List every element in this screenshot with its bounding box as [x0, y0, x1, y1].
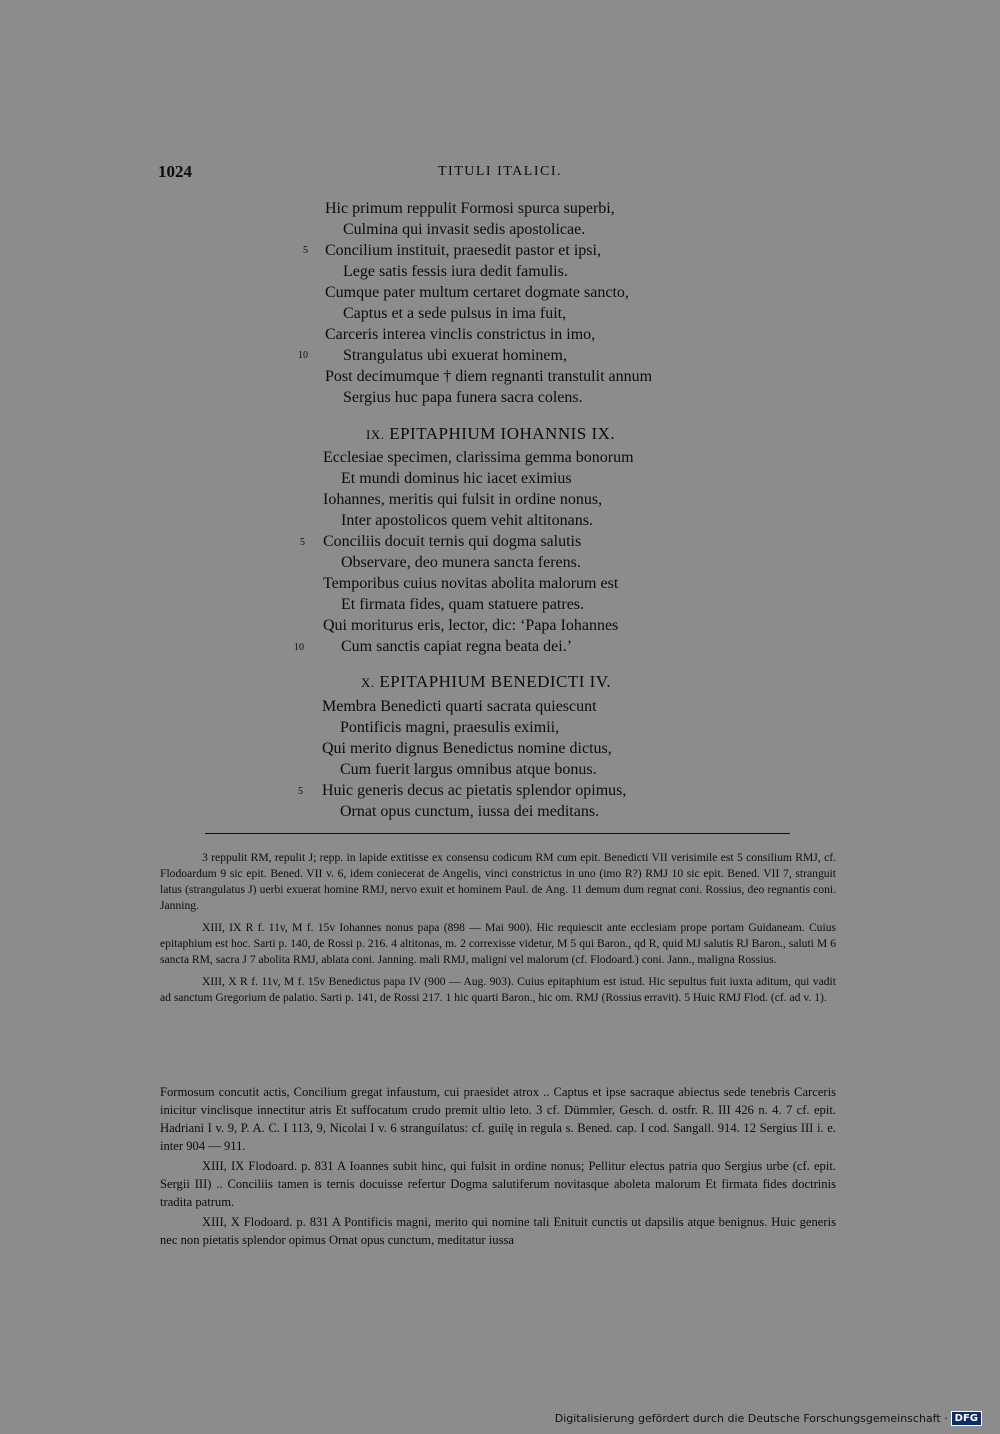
verse-line: Culmina qui invasit sedis apostolicae.	[343, 221, 586, 238]
line-number: 5	[303, 245, 308, 256]
poem-title	[366, 424, 615, 444]
poem-numeral: X.	[361, 675, 375, 690]
apparatus-entry: XIII, X R f. 11v, M f. 15v Benedictus papa IV (900 — Aug. 903). Cuius epitaphium est istud. Hic sepultus fuit iuxta aditum, qui vadit ad sanctum Gregorium de palatio. Sarti p. 141, de Rossi 217. 1 hic quarti Baron., hic om. RMJ (Rossius erravit). 5 Huic RMJ Flod. (cf. ad v. 1).	[160, 975, 836, 1004]
verse-line: Lege satis fessis iura dedit famulis.	[343, 263, 568, 280]
verse-line: Iohannes, meritis qui fulsit in ordine nonus,	[323, 491, 603, 508]
verse-line: Ornat opus cunctum, iussa dei meditans.	[340, 803, 600, 820]
apparatus-entry: XIII, IX R f. 11v, M f. 15v Iohannes nonus papa (898 — Mai 900). Hic requiescit ante ecclesiam prope portam Guidaneam. Cuius epitaphium est hoc. Sarti p. 140, de Rossi p. 216. 4 altitonas, m. 2 correxisse videtur, M 5 qui Baron., qd R, quid MJ salutis RJ Baron., saluti M 6 sancta RM, sacra J 7 abolita RMJ, ablata coni. Janning. mali RMJ, maligni vel malorum (cf. Flodoard.) coni. Jann., maligna Rossius.	[160, 921, 836, 966]
commentary-notes	[160, 1083, 836, 1249]
poem-numeral: IX.	[366, 427, 385, 442]
critical-apparatus	[160, 850, 836, 1006]
verse-line: Huic generis decus ac pietatis splendor opimus,	[322, 782, 627, 799]
poem-title-text: EPITAPHIUM IOHANNIS IX.	[389, 424, 616, 443]
verse-line: Sergius huc papa funera sacra colens.	[343, 389, 583, 406]
verse-line: Concilium instituit, praesedit pastor et ipsi,	[325, 242, 601, 259]
note-paragraph: XIII, IX Flodoard. p. 831 A Ioannes subit hinc, qui fulsit in ordine nonus; Pellitur electus patria quo Sergius urbe (cf. epit. Sergii III) .. Conciliis tamen is ternis docuisse refertur Dogma salutiferum novitasque aboleta malorum Et firmata fides doctrinis tradita patrum.	[160, 1159, 836, 1209]
line-number: 10	[294, 642, 304, 653]
verse-line: Pontificis magni, praesulis eximii,	[340, 719, 560, 736]
verse-line: Et firmata fides, quam statuere patres.	[341, 596, 585, 613]
verse-line: Observare, deo munera sancta ferens.	[341, 554, 581, 571]
line-number: 5	[300, 537, 305, 548]
separator-rule	[205, 833, 790, 834]
verse-line: Hic primum reppulit Formosi spurca superbi,	[325, 200, 615, 217]
poem-title	[361, 672, 611, 692]
verse-line: Strangulatus ubi exuerat hominem,	[343, 347, 567, 364]
verse-line: Temporibus cuius novitas abolita malorum est	[323, 575, 619, 592]
funding-footer	[555, 1411, 982, 1426]
verse-line: Captus et a sede pulsus in ima fuit,	[343, 305, 567, 322]
footer-text: Digitalisierung gefördert durch die Deutsche Forschungsgemeinschaft ·	[554, 1412, 948, 1425]
dfg-logo-icon[interactable]: DFG	[951, 1411, 982, 1426]
verse-line: Qui merito dignus Benedictus nomine dictus,	[322, 740, 612, 757]
line-number: 10	[298, 350, 308, 361]
verse-line: Inter apostolicos quem vehit altitonans.	[341, 512, 593, 529]
verse-line: Et mundi dominus hic iacet eximius	[341, 470, 572, 487]
note-paragraph: Formosum concutit actis, Concilium gregat infaustum, cui praesidet atrox .. Captus et ipse sacraque abiectus sede tenebris Carceris inicitur vinclisque innectitur atris Et suffocatum crudo premit ultio leto. 3 cf. Dümmler, Gesch. d. ostfr. R. III 426 n. 4. 7 cf. epit. Hadriani I v. 9, P. A. C. I 113, 9, Nicolai I v. 6 stranguilatus: cf. guilę in regula s. Bened. cap. I cod. Sangall. 914. 12 Sergius III i. e. inter 904 — 911.	[160, 1085, 836, 1153]
verse-line: Conciliis docuit ternis qui dogma salutis	[323, 533, 582, 550]
verse-line: Carceris interea vinclis constrictus in imo,	[325, 326, 596, 343]
verse-line: Cum sanctis capiat regna beata dei.’	[341, 638, 573, 655]
note-paragraph: XIII, X Flodoard. p. 831 A Pontificis magni, merito qui nomine tali Enituit cunctis ut dapsilis atque benignus. Huic generis nec non pietatis splendor opimus Ornat opus cunctum, meditatur iussa	[160, 1215, 836, 1247]
poem-title-text: EPITAPHIUM BENEDICTI IV.	[379, 672, 612, 691]
verse-line: Post decimumque † diem regnanti transtulit annum	[325, 368, 653, 385]
running-head: TITULI ITALICI.	[437, 164, 562, 179]
page-number: 1024	[158, 162, 192, 181]
verse-line: Qui moriturus eris, lector, dic: ‘Papa Iohannes	[323, 617, 619, 634]
verse-line: Membra Benedicti quarti sacrata quiescunt	[322, 698, 597, 715]
verse-line: Cumque pater multum certaret dogmate sancto,	[325, 284, 629, 301]
verse-line: Cum fuerit largus omnibus atque bonus.	[340, 761, 597, 778]
line-number: 5	[298, 786, 303, 797]
apparatus-entry: 3 reppulit RM, repulit J; repp. in lapide extitisse ex consensu codicum RM cum epit. Benedicti VII verisimile est 5 consilium RMJ, cf. Flodoardum 9 sic epit. Bened. VII v. 6, idem coniecerat de Angelis, vinci constrictus in uno (imo R?) RMJ 10 sic epit. Bened. VII 7, stranguit latus (strangulatus J) uerbi exuerat homine RMJ, nervo exuit et hominem Paul. de Ang. 11 demum dum regnat coni. Rossius, deo regnantis coni. Janning.	[160, 851, 836, 912]
verse-line: Ecclesiae specimen, clarissima gemma bonorum	[323, 449, 634, 466]
